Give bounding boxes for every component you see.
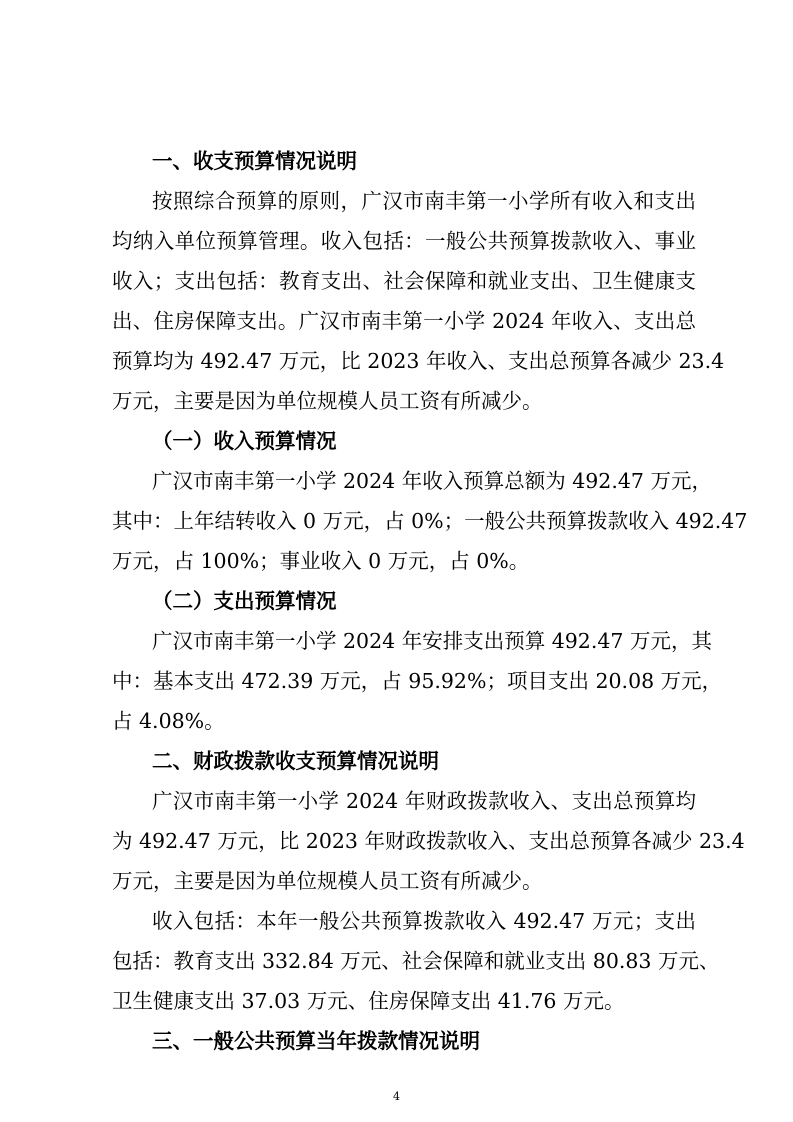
section-2-heading: 二、财政拨款收支预算情况说明	[152, 749, 439, 773]
section-2-para2-line-2: 包括：教育支出 332.84 万元、社会保障和就业支出 80.83 万元、	[112, 949, 720, 973]
subsection-1-line-3: 万元，占 100%；事业收入 0 万元，占 0%。	[112, 549, 530, 573]
subsection-1-line-2: 其中：上年结转收入 0 万元，占 0%；一般公共预算拨款收入 492.47	[112, 509, 748, 533]
section-2-line-2: 为 492.47 万元，比 2023 年财政拨款收入、支出总预算各减少 23.4	[112, 829, 745, 853]
section-1-line-2: 均纳入单位预算管理。收入包括：一般公共预算拨款收入、事业	[112, 229, 696, 253]
subsection-2-line-3: 占 4.08%。	[112, 709, 225, 733]
section-2-line-3: 万元，主要是因为单位规模人员工资有所减少。	[112, 869, 543, 893]
section-1-line-4: 出、住房保障支出。广汉市南丰第一小学 2024 年收入、支出总	[112, 309, 696, 333]
section-2-para2-line-3: 卫生健康支出 37.03 万元、住房保障支出 41.76 万元。	[112, 989, 625, 1013]
subsection-2-line-1: 广汉市南丰第一小学 2024 年安排支出预算 492.47 万元，其	[152, 629, 712, 653]
section-3-heading: 三、一般公共预算当年拨款情况说明	[152, 1029, 480, 1053]
section-1-line-6: 万元，主要是因为单位规模人员工资有所减少。	[112, 389, 543, 413]
subsection-2-line-2: 中：基本支出 472.39 万元，占 95.92%；项目支出 20.08 万元，	[112, 669, 723, 693]
subsection-1-heading: （一）收入预算情况	[152, 429, 337, 453]
section-2-para2-line-1: 收入包括：本年一般公共预算拨款收入 492.47 万元；支出	[152, 909, 696, 933]
section-2-line-1: 广汉市南丰第一小学 2024 年财政拨款收入、支出总预算均	[152, 789, 696, 813]
page-number: 4	[393, 1090, 400, 1103]
subsection-1-line-1: 广汉市南丰第一小学 2024 年收入预算总额为 492.47 万元，	[152, 469, 712, 493]
section-1-line-1: 按照综合预算的原则，广汉市南丰第一小学所有收入和支出	[152, 189, 696, 213]
subsection-2-heading: （二）支出预算情况	[152, 589, 337, 613]
section-1-heading: 一、收支预算情况说明	[152, 149, 357, 173]
section-1-line-5: 预算均为 492.47 万元，比 2023 年收入、支出总预算各减少 23.4	[112, 349, 725, 373]
section-1-line-3: 收入；支出包括：教育支出、社会保障和就业支出、卫生健康支	[112, 269, 696, 293]
